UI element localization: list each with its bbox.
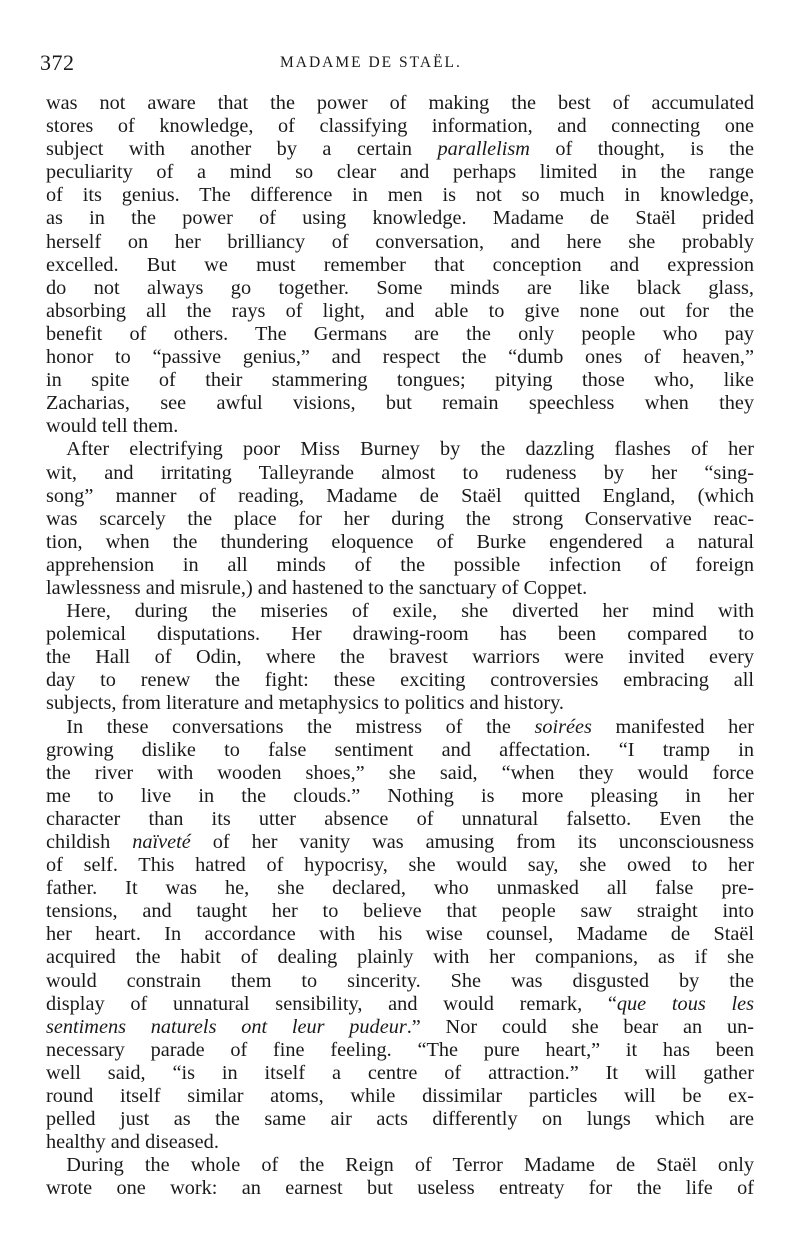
- text-segment: honor to “passive genius,” and respect the “dumb ones of heaven,”: [46, 346, 754, 369]
- text-segment: excelled. But we must remember that conception and expression: [46, 253, 754, 276]
- text-line: [46, 577, 754, 600]
- text-segment: tion, when the thundering eloquence of Burke engendered a natural: [46, 530, 754, 553]
- text-line: [46, 1062, 754, 1085]
- text-segment: Here, during the miseries of exile, she diverted her mind with: [66, 600, 754, 623]
- text-segment: healthy and diseased.: [46, 1131, 219, 1154]
- text-segment: me to live in the clouds.” Nothing is more pleasing in her: [46, 784, 754, 807]
- text-segment: round itself similar atoms, while dissimilar particles will be ex-: [46, 1085, 754, 1108]
- text-line: [46, 138, 754, 161]
- text-line: [46, 669, 754, 692]
- text-segment: was scarcely the place for her during the strong Conservative reac-: [46, 507, 754, 530]
- text-line: [46, 946, 754, 969]
- text-segment: polemical disputations. Her drawing-room has been compared to: [46, 623, 754, 646]
- italic-text: sentimens naturels ont leur pudeur: [46, 1015, 407, 1038]
- text-segment: apprehension in all minds of the possible infection of foreign: [46, 553, 754, 576]
- text-line: [46, 438, 754, 461]
- text-segment: as in the power of using knowledge. Madame de Staël prided: [46, 207, 754, 230]
- text-segment: manifested her: [591, 715, 754, 738]
- text-line: [46, 716, 754, 739]
- text-segment: necessary parade of fine feeling. “The pure heart,” it has been: [46, 1038, 754, 1061]
- text-segment: would constrain them to sincerity. She was disgusted by the: [46, 969, 754, 992]
- text-segment: her heart. In accordance with his wise counsel, Madame de Staël: [46, 923, 754, 946]
- text-line: [46, 1131, 754, 1154]
- text-line: [46, 508, 754, 531]
- text-line: [46, 623, 754, 646]
- text-segment: subject with another by a certain: [46, 138, 438, 161]
- text-segment: day to renew the fight: these exciting controversies embracing all: [46, 669, 754, 692]
- italic-text: naïveté: [132, 831, 191, 853]
- text-line: [46, 254, 754, 277]
- text-line: [46, 808, 754, 831]
- text-segment: the Hall of Odin, where the bravest warriors were invited every: [46, 646, 754, 669]
- text-segment: childish: [46, 831, 133, 853]
- text-segment: During the whole of the Reign of Terror Madame de Staël only: [66, 1154, 754, 1177]
- italic-text: parallelism: [437, 138, 530, 161]
- text-segment: subjects, from literature and metaphysics to politics and history.: [46, 692, 564, 715]
- text-segment: the river with wooden shoes,” she said, “when they would force: [46, 761, 754, 784]
- italic-text: soirées: [534, 715, 592, 738]
- text-segment: would tell them.: [46, 415, 179, 438]
- text-segment: Zacharias, see awful visions, but remain speechless when they: [46, 392, 754, 415]
- text-line: [46, 231, 754, 254]
- text-line: [46, 462, 754, 485]
- text-segment: of self. This hatred of hypocrisy, she would say, she owed to her: [46, 854, 754, 877]
- text-segment: of her vanity was amusing from its unconsciousness: [190, 831, 754, 853]
- text-segment: peculiarity of a mind so clear and perhaps limited in the range: [46, 161, 754, 184]
- text-segment: character than its utter absence of unnatural falsetto. Even the: [46, 807, 754, 830]
- text-line: [46, 415, 754, 438]
- text-segment: song” manner of reading, Madame de Staël quitted England, (which: [46, 484, 754, 507]
- text-line: [46, 485, 754, 508]
- text-segment: After electrifying poor Miss Burney by the dazzling flashes of her: [66, 438, 754, 461]
- text-line: [46, 1016, 754, 1039]
- text-line: [46, 531, 754, 554]
- text-segment: pelled just as the same air acts differently on lungs which are: [46, 1108, 754, 1131]
- body-text: [46, 92, 754, 1201]
- text-line: [46, 1085, 754, 1108]
- text-line: [46, 323, 754, 346]
- text-segment: absorbing all the rays of light, and able to give none out for the: [46, 299, 754, 322]
- running-head: MADAME DE STAËL.: [280, 54, 462, 71]
- text-segment: growing dislike to false sentiment and affectation. “I tramp in: [46, 738, 754, 761]
- text-segment: In these conversations the mistress of the: [66, 715, 535, 738]
- text-segment: acquired the habit of dealing plainly with her companions, as if she: [46, 946, 754, 969]
- text-segment: stores of knowledge, of classifying information, and connecting one: [46, 115, 754, 138]
- text-line: [46, 554, 754, 577]
- text-line: [46, 1039, 754, 1062]
- text-line: [46, 1177, 754, 1200]
- text-line: [46, 923, 754, 946]
- text-line: [46, 277, 754, 300]
- text-line: [46, 161, 754, 184]
- text-line: [46, 115, 754, 138]
- text-line: [46, 184, 754, 207]
- text-segment: wit, and irritating Talleyrande almost to rudeness by her “sing-: [46, 461, 754, 484]
- text-segment: in spite of their stammering tongues; pitying those who, like: [46, 369, 754, 392]
- text-segment: .” Nor could she bear an un-: [406, 1015, 754, 1038]
- page-header: [40, 50, 762, 80]
- text-segment: do not always go together. Some minds are like black glass,: [46, 276, 754, 299]
- text-segment: father. It was he, she declared, who unmasked all false pre-: [46, 877, 754, 900]
- text-line: [46, 900, 754, 923]
- text-line: [46, 646, 754, 669]
- text-segment: well said, “is in itself a centre of attraction.” It will gather: [46, 1061, 754, 1084]
- text-line: [46, 854, 754, 877]
- text-line: [46, 831, 754, 854]
- text-line: [46, 785, 754, 808]
- page-number: 372: [40, 50, 75, 75]
- text-segment: display of unnatural sensibility, and would remark, “: [46, 992, 617, 1015]
- text-segment: lawlessness and misrule,) and hastened to the sanctuary of Coppet.: [46, 576, 588, 599]
- text-segment: tensions, and taught her to believe that people saw straight into: [46, 900, 754, 923]
- text-line: [46, 1108, 754, 1131]
- italic-text: que tous les: [616, 992, 754, 1015]
- text-line: [46, 1154, 754, 1177]
- text-line: [46, 692, 754, 715]
- text-segment: benefit of others. The Germans are the only people who pay: [46, 322, 754, 345]
- text-line: [46, 877, 754, 900]
- text-line: [46, 346, 754, 369]
- text-line: [46, 993, 754, 1016]
- text-line: [46, 739, 754, 762]
- text-line: [46, 300, 754, 323]
- text-segment: was not aware that the power of making the best of accumulated: [46, 92, 754, 114]
- text-line: [46, 600, 754, 623]
- text-segment: wrote one work: an earnest but useless entreaty for the life of: [46, 1177, 754, 1200]
- text-line: [46, 92, 754, 115]
- text-line: [46, 207, 754, 230]
- text-segment: herself on her brilliancy of conversation, and here she probably: [46, 230, 754, 253]
- text-line: [46, 369, 754, 392]
- text-line: [46, 392, 754, 415]
- text-line: [46, 762, 754, 785]
- text-segment: of thought, is the: [529, 138, 754, 161]
- text-segment: of its genius. The difference in men is not so much in knowledge,: [46, 184, 754, 207]
- text-line: [46, 970, 754, 993]
